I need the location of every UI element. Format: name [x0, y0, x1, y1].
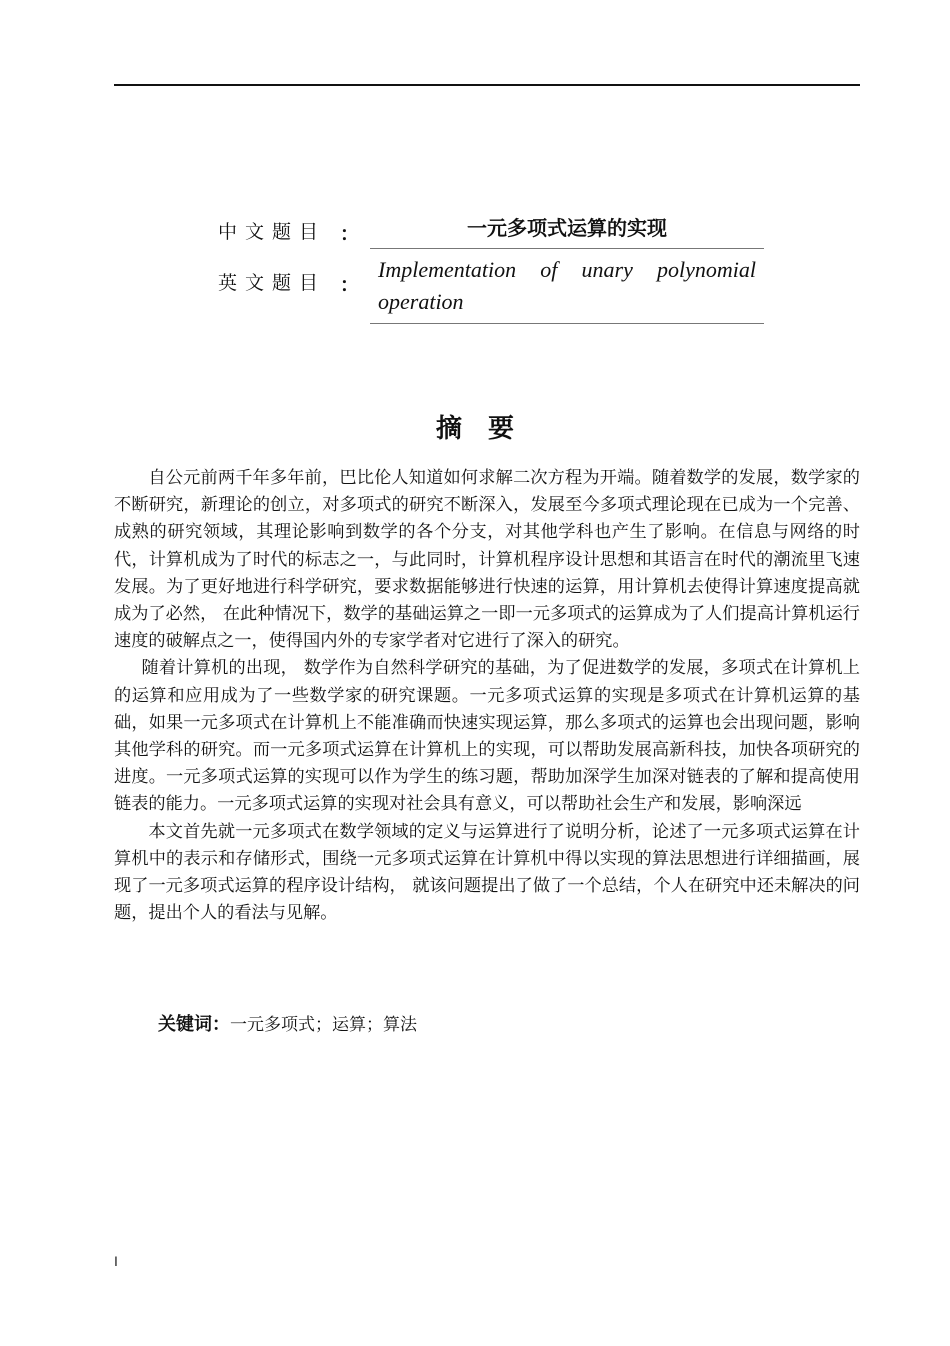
abstract-paragraph-3: 本文首先就一元多项式在数学领域的定义与运算进行了说明分析，论述了一元多项式运算在计算机中的表示和存储形式，围绕一元多项式运算在计算机中得以实现的算法思想进行详细描画，展现了一元多项式运算的程序设计结构， 就该问题提出了做了一个总结，个人在研究中还未解决的问题，提出个人的看法与见解。 — [114, 821, 860, 924]
page-number: I — [114, 1253, 118, 1269]
abstract-body — [114, 465, 860, 927]
en-title-colon: ： — [340, 274, 360, 296]
abstract-heading: 摘要 — [435, 414, 540, 444]
en-title-value: Implementation of unary polynomial operation — [370, 250, 764, 324]
header-rule — [114, 84, 860, 86]
keywords-value: 一元多项式；运算；算法 — [230, 1015, 417, 1035]
en-title-label: 英文题目 — [218, 272, 327, 294]
abstract-paragraph-2: 随着计算机的出现， 数学作为自然科学研究的基础，为了促进数学的发展，多项式在计算机上的运算和应用成为了一些数学家的研究课题。一元多项式运算的实现是多项式在计算机运算的基础，如果一元多项式在计算机上不能准确而快速实现运算，那么多项式的运算也会出现问题，影响其他学科的研究。而一元多项式运算在计算机上的实现，可以帮助发展高新科技，加快各项研究的进度。一元多项式运算的实现可以作为学生的练习题，帮助加深学生加深对链表的了解和提高使用链表的能力。一元多项式运算的实现对社会具有意义，可以帮助社会生产和发展，影响深远 — [114, 658, 860, 815]
keywords-label: 关键词： — [158, 1014, 230, 1035]
keywords — [158, 1010, 417, 1036]
cn-title-label: 中文题目 — [218, 221, 327, 243]
cn-title-value: 一元多项式运算的实现 — [370, 210, 764, 249]
abstract-paragraph-1: 自公元前两千年多年前，巴比伦人知道如何求解二次方程为开端。随着数学的发展，数学家的不断研究，新理论的创立，对多项式的研究不断深入，发展至今多项式理论现在已成为一个完善、成熟的研究领域，其理论影响到数学的各个分支，对其他学科也产生了影响。在信息与网络的时代，计算机成为了时代的标志之一，与此同时，计算机程序设计思想和其语言在时代的潮流里飞速发展。为了更好地进行科学研究，要求数据能够进行快速的运算，用计算机去使得计算速度提高就成为了必然， 在此种情况下，数学的基础运算之一即一元多项式的运算成为了人们提高计算机运行速度的破解点之一，使得国内外的专家学者对它进行了深入的研究。 — [114, 468, 860, 652]
cn-title-colon: ： — [340, 223, 360, 245]
